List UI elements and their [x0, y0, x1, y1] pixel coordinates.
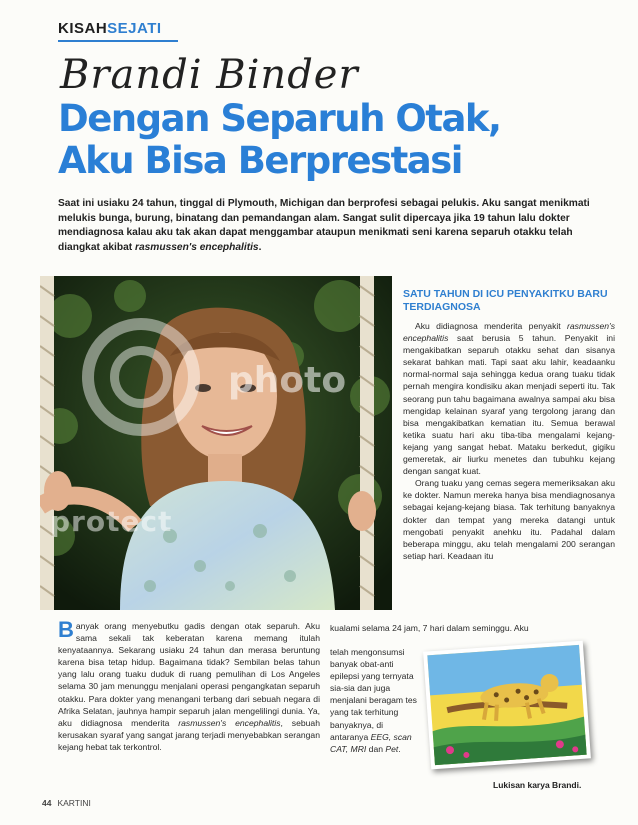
article-headline [58, 98, 618, 182]
left-column [58, 617, 320, 753]
right-column [403, 288, 615, 562]
headline-line1: Dengan Separuh Otak, [58, 97, 501, 140]
left-text-b: , sebuah kerusakan syaraf yang sangat jarang terjadi menyebabkan serangan kejang hebat tak terkontrol. [58, 717, 320, 752]
right-paragraph-1 [403, 320, 615, 477]
page-footer [42, 798, 91, 808]
mid-italic-2: Pet [385, 743, 399, 754]
mid-text-b: dan [366, 743, 386, 754]
section-heading: SATU TAHUN DI ICU PENYAKITKU BARU TERDIAGNOSA [403, 288, 608, 313]
mid-text-a: telah mengonsumsi banyak obat-anti epilepsi yang ternyata sia-sia dan juga menjalani beragam tes yang tak terhitung banyaknya, di antaranya [330, 647, 417, 742]
page-number: 44 [42, 798, 52, 808]
article-name: Brandi Binder [60, 52, 359, 98]
painting-image [423, 641, 591, 770]
watermark-text-protect: protect [50, 505, 173, 538]
mid-column-line: kualami selama 24 jam, 7 hari dalam seminggu. Aku [330, 623, 529, 633]
lead-paragraph [58, 197, 614, 255]
rubric-part1: KISAH [58, 20, 108, 37]
rubric-part2: SEJATI [107, 20, 162, 37]
headline-line2: Aku Bisa Berprestasi [58, 139, 462, 182]
mid-column-narrow [330, 646, 422, 755]
rubric-label [58, 20, 162, 37]
p1-italic: rasmussen's encephalitis [403, 321, 615, 344]
left-italic: rasmussen's encephalitis [178, 717, 281, 728]
watermark-ring-inner [110, 346, 172, 408]
p1-text-b: saat berusia 5 tahun. Penyakit ini mengakibatkan separuh otakku sehat dan sisanya sekarat bahkan mati. Tapi saat aku lahir, keadaanku normal-normal saja sehingga kedua orang tuaku tidak pernah mengira kondisiku akan menjadi seperti itu. Tak seorang pun tahu bagaimana awalnya sampai aku bisa mengidap kelainan syaraf yang tergolong jarang dan bisa mengakibatkan kematian itu. Semua berawal ketika suatu hari aku tiba-tiba mengalami kejang-kejang yang sangat hebat. Mataku berkedut, gigiku gemeretak, air liurku menetes dan tubuhku kejang dengan sangat kuat. [403, 333, 615, 477]
lead-italic: rasmussen's encephalitis [135, 241, 259, 253]
p1-text-a: Aku didiagnosa menderita penyakit [415, 321, 568, 331]
right-paragraph-2: Orang tuaku yang cemas segera memeriksakan aku ke dokter. Namun mereka hanya bisa mendiagnosanya sebagai kejang-kejang biasa. Tak terhitung banyaknya dokter dan tempat yang mereka datangi untuk mengobati penyakit anehku itu. Padahal dalam beberapa minggu, aku telah mengalami 200 serangan setiap hari. Keadaan itu [403, 478, 615, 561]
painting-caption: Lukisan karya Brandi. [493, 780, 582, 790]
lead-text: Saat ini usiaku 24 tahun, tinggal di Plymouth, Michigan dan berprofesi sebagai pelukis. Aku sangat menikmati melukis bunga, burung, binatang dan pemandangan alam. Sangat sulit dipercaya jika 19 tahun lalu dokter mendiagnosa kalau aku tak akan dapat menggambar ataupun menikmati seni karena separuh otakku telah diangkat akibat [58, 198, 590, 253]
drop-cap: B [58, 617, 74, 642]
magazine-name: KARTINI [57, 798, 91, 808]
mid-italic-1: EEG, scan CAT, MRI [330, 731, 412, 754]
watermark-text-photo: photo [228, 360, 347, 401]
mid-text-end: . [398, 743, 401, 754]
left-text-a: anyak orang menyebutku gadis dengan otak separuh. Aku sama sekali tak keberatan karena memang itulah kenyataannya. Sekarang usiaku 24 tahun dan merasa beruntung karena bisa tetap hidup. Bagaimana tidak? Sembilan belas tahun yang lalu orang tuaku duduk di ruang pemulihan di Los Angeles selama 30 jam menunggu menjalani operasi pengangkatan separuh otakku. Para dokter yang menangani terbang dari sebuah negara di Afrika Selatan, jauhnya hampir separuh jalan mengelilingi dunia. Ya, aku didiagnosa menderita [58, 621, 320, 728]
lead-end: . [258, 241, 262, 253]
rubric-underline [58, 40, 178, 42]
portrait-photo [40, 276, 392, 610]
